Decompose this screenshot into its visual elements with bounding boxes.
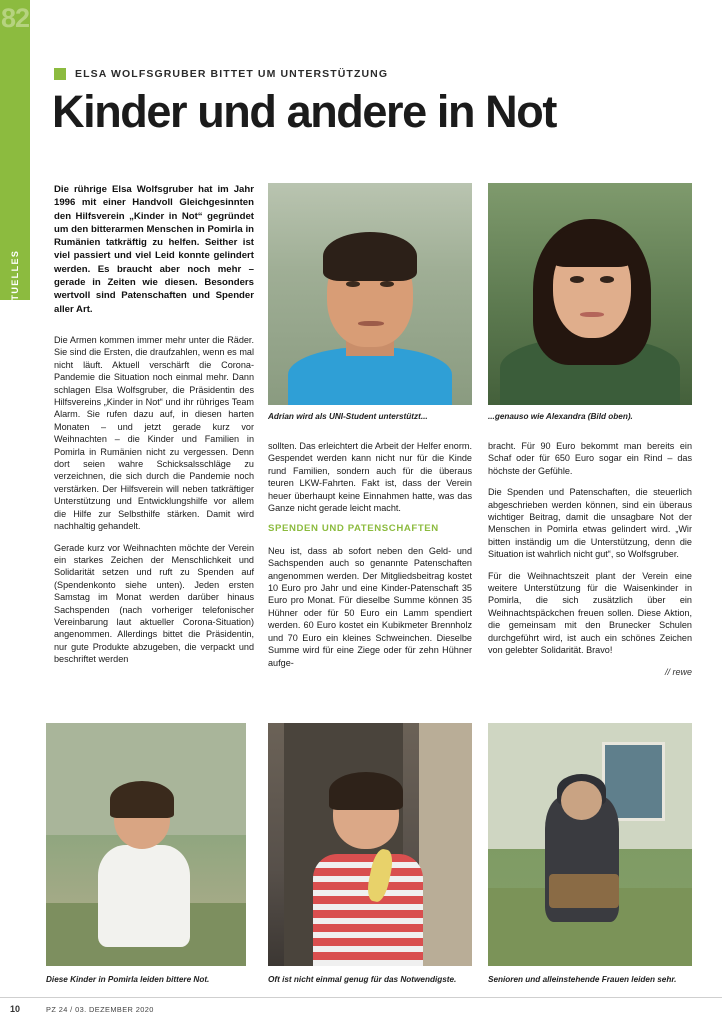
section-tab bbox=[0, 0, 30, 317]
caption-adrian: Adrian wird als UNI-Student unterstützt... bbox=[268, 412, 428, 421]
photo-adrian bbox=[268, 183, 472, 405]
caption-children-pomirla: Diese Kinder in Pomirla leiden bittere Not. bbox=[46, 975, 210, 984]
tab-page-number: 82 bbox=[0, 3, 30, 33]
photo-elderly-woman bbox=[488, 723, 692, 966]
paragraph: bracht. Für 90 Euro bekommt man bereits ein Schaf oder für 650 Euro sogar ein Rind – das höchste der Gefühle. bbox=[488, 441, 692, 476]
paragraph: Für die Weihnachtszeit plant der Verein eine weitere Unterstützung für die Waisenkinder in Pomirla, die sich zusätzlich über ein Weihnachtspäckchen freuen sollen. Diese Aktion, die gemeinsam mit den Brunecker Schulen durchgeführt wird, ist auch ein schönes Zeichen von gelebter Solidarität. Bravo! bbox=[488, 570, 692, 656]
photo-alexandra bbox=[488, 183, 692, 405]
kicker-text: ELSA WOLFSGRUBER BITTET UM UNTERSTÜTZUNG bbox=[75, 68, 389, 80]
kicker bbox=[54, 68, 674, 80]
body-column-3 bbox=[488, 440, 692, 687]
body-column-1 bbox=[54, 334, 254, 675]
footer-issue: PZ 24 / 03. DEZEMBER 2020 bbox=[46, 1005, 154, 1014]
caption-alexandra: ...genauso wie Alexandra (Bild oben). bbox=[488, 412, 633, 421]
paragraph: Gerade kurz vor Weihnachten möchte der Verein ein starkes Zeichen der Menschlichkeit und Solidarität setzen und ruft zu Spenden auf (Spendenkonto siehe unten). Jeden ersten Samstag im Monat werden darüber hinaus Sachspenden (nach vorheriger telefonischer Vereinbarung laut aktueller Corona-Situation) angenommen. Allerdings bittet die Präsidentin, nur gute Produkte abzugeben, die verpackt und beschriftet werden bbox=[54, 542, 254, 665]
footer-page-number: 10 bbox=[10, 1004, 21, 1014]
paragraph: Neu ist, dass ab sofort neben den Geld- und Sachspenden auch so genannte Patenschaften angenommen werden. Der Mitgliedsbeitrag kostet 10 Euro pro Jahr und eine Kinder-Patenschaft 35 Euro pro Monat. Für dieselbe Summe können 35 Hühner oder für 50 Euro ein Lamm spendiert werden. 60 Euro kostet ein Kubikmeter Brennholz und 70 Euro ein kleines Schweinchen. Dieselbe Summe wird für eine Ziege oder für zehn Hühner aufge- bbox=[268, 545, 472, 668]
paragraph: sollten. Das erleichtert die Arbeit der Helfer enorm. Gespendet werden kann nicht nur für die Kinde rund Familien, sondern auch für die überaus teuren LKW-Fahrten. Fakt ist, dass der Verein heuer überhaupt keine Einnahmen hatte, was das Ganze nicht gerade leicht macht. bbox=[268, 441, 472, 514]
caption-elderly-woman: Senioren und alleinstehende Frauen leiden sehr. bbox=[488, 975, 677, 984]
page-title: Kinder und andere in Not bbox=[52, 86, 556, 137]
body-column-2 bbox=[268, 440, 472, 678]
lead-paragraph: Die rührige Elsa Wolfsgruber hat im Jahr 1996 mit einer Handvoll Gleichgesinnten den Hilfsverein „Kinder in Not“ gegründet um den bitterarmen Menschen in Pomirla in Rumänien tatkräftig zu helfen. Seither ist viel passiert und viel Leid konnte gelindert werden. Es braucht aber noch mehr – gerade in Zeiten wie diesen. Besonders wertvoll sind Patenschaften und Spender aller Art. bbox=[54, 184, 254, 315]
tab-section-label: AKTUELLES bbox=[10, 249, 20, 317]
photo-boy-with-banana bbox=[268, 723, 472, 966]
caption-boy-with-banana: Oft ist nicht einmal genug für das Notwendigste. bbox=[268, 975, 457, 984]
paragraph: Die Armen kommen immer mehr unter die Räder. Sie sind die Ersten, die draufzahlen, wenn es mal nicht läuft. Aktuell verschärft die Corona-Pandemie die Situation noch einmal mehr. Dann schlagen Elsa Wolfsgruber, die Präsidentin des Hilfsvereins „Kinder in Not“ und ihr rühriges Team Alarm. Sie rufen dazu auf, in diesen harten Monaten – und jetzt gerade kurz vor Weihnachten – die Kinder und Familien in Pomirla in Rumänien nicht zu vergessen. Denn dort seien wahre Schicksalsschläge zu verzeichnen, die sich durch die Pandemie noch verstärken. Der Hilfsverein will neben tatkräftiger Unterstützung und Entwicklungshilfe vor allem die Hilfe zur Selbsthilfe stärken. Damit wird nachhaltig gehandelt. bbox=[54, 335, 254, 532]
page-footer bbox=[0, 997, 722, 1024]
square-bullet-icon bbox=[54, 68, 66, 80]
paragraph: Die Spenden und Patenschaften, die steuerlich abgeschrieben werden können, sind ein überaus wichtiger Beitrag, damit die unsagbare Not der Menschen in Pomirla etwas gelindert wird. „Wir bitten inständig um die Unterstützung, denn die Situation ist wahrlich nicht gut“, so Wolfsgruber. bbox=[488, 487, 692, 560]
photo-children-pomirla bbox=[46, 723, 246, 966]
byline: // rewe bbox=[664, 666, 692, 677]
subheading-spenden: SPENDEN UND PATENSCHAFTEN bbox=[268, 523, 439, 535]
